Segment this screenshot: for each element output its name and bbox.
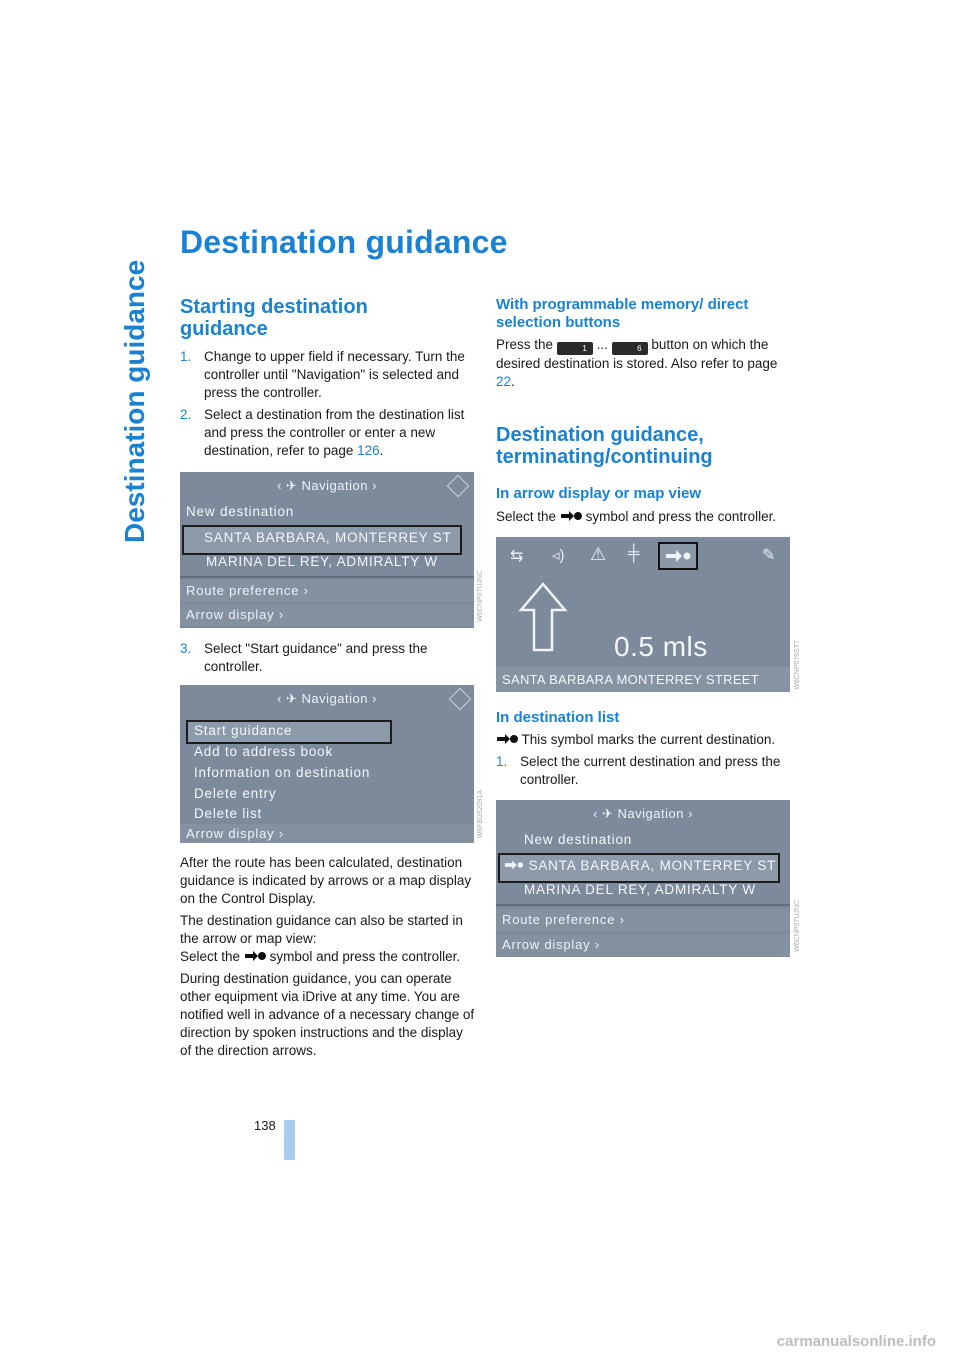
image-code: W6CNP076ST7 <box>794 640 801 690</box>
menu-row-label: SANTA BARBARA, MONTERREY ST <box>528 858 777 873</box>
menu-row[interactable]: MARINA DEL REY, ADMIRALTY W <box>524 882 756 897</box>
steps-list-right <box>496 753 792 789</box>
screenshot-arrow-display <box>496 537 790 692</box>
text-part: symbol and press the controller. <box>585 509 777 524</box>
memory-button-6-icon: 6 <box>612 342 648 355</box>
watermark: carmanualsonline.info <box>776 1333 936 1350</box>
menu-row[interactable]: MARINA DEL REY, ADMIRALTY W <box>206 554 438 569</box>
paragraph-text-symbol <box>180 948 476 966</box>
step-text: Select "Start guidance" and press the controller. <box>204 641 428 674</box>
step-number: 1. <box>180 349 192 364</box>
menu-header-label: Navigation <box>301 478 368 493</box>
menu-row[interactable]: Information on destination <box>194 765 371 780</box>
step-number: 2. <box>180 407 192 422</box>
text-part: ... <box>596 337 608 352</box>
speaker-icon[interactable]: ◃) <box>552 547 565 564</box>
paragraph-destination-list <box>496 731 792 749</box>
menu-row[interactable]: Add to address book <box>194 744 334 759</box>
menu-header-label: Navigation <box>617 806 684 821</box>
menu-bottom-route[interactable]: Route preference › <box>496 909 790 931</box>
image-code: W6FB0S2091A <box>477 790 484 839</box>
image-code: W6CNP07UJNC <box>477 570 484 622</box>
page-marker-bar <box>284 1120 295 1160</box>
screenshot-navigation-destinations <box>180 472 474 628</box>
step-text: Select the current destination and press the controller. <box>520 754 781 787</box>
screenshot-destination-list <box>496 800 790 957</box>
menu-header-label: Navigation <box>301 691 368 706</box>
step-3 <box>180 640 474 676</box>
paragraph-text: The destination guidance can also be started in the arrow or map view: <box>180 913 463 946</box>
step-text-part: Select a destination from the destination list and press the controller or enter a new destination, refer to page <box>204 407 465 458</box>
satellite-icon: ✈ <box>286 478 298 493</box>
current-destination-icon <box>504 859 524 871</box>
menu-row[interactable]: New destination <box>524 832 633 847</box>
subsection-title-arrow-display: In arrow display or map view <box>496 485 702 502</box>
page-number: 138 <box>254 1118 276 1133</box>
guidance-toggle-icon[interactable] <box>658 542 698 570</box>
menu-header: ‹ ✈ Navigation › <box>277 691 377 706</box>
subsection-title-destination-list: In destination list <box>496 709 620 726</box>
text-part: Select the <box>180 949 241 964</box>
screenshot-navigation-options <box>180 685 474 843</box>
text-part: Select the <box>496 509 557 524</box>
side-title <box>100 225 160 545</box>
satellite-icon: ✈ <box>602 806 614 821</box>
step-1 <box>180 348 474 402</box>
menu-bottom-route[interactable]: Route preference › <box>180 580 474 602</box>
route-preference-label: Route preference <box>502 912 616 927</box>
satellite-icon: ✈ <box>286 691 298 706</box>
menu-bottom-arrow[interactable]: Arrow display › <box>496 934 790 956</box>
arrow-display-label: Arrow display <box>186 607 275 622</box>
step-number: 3. <box>180 641 192 656</box>
steps-list-1 <box>180 348 474 460</box>
page-title: Destination guidance <box>180 224 508 260</box>
settings-icon[interactable]: ✎ <box>762 547 776 564</box>
arrow-display-label: Arrow display <box>186 826 275 841</box>
step-number: 1. <box>496 754 508 769</box>
step-1-right <box>496 753 792 789</box>
menu-row-selected[interactable]: SANTA BARBARA, MONTERREY ST <box>182 525 462 555</box>
step-2 <box>180 406 474 460</box>
page-link-22[interactable]: 22 <box>496 374 512 389</box>
direction-arrow-icon <box>518 582 568 652</box>
menu-row[interactable]: Delete list <box>194 806 263 821</box>
toolbar <box>496 537 790 575</box>
section-title-terminating: Destination guidance, terminating/continuing <box>496 424 713 468</box>
memory-button-1-icon: 1 <box>557 342 593 355</box>
traffic-icon[interactable]: ╪ <box>628 545 640 562</box>
divider <box>180 576 474 578</box>
side-title-text: Destination guidance <box>119 259 150 543</box>
subsection-title-memory-buttons: With programmable memory/ direct selection buttons <box>496 296 749 331</box>
menu-row[interactable]: New destination <box>186 504 295 519</box>
street-name: SANTA BARBARA MONTERREY STREET <box>496 667 790 692</box>
page-link-126[interactable]: 126 <box>357 443 380 458</box>
guidance-arrow-icon <box>560 510 582 522</box>
menu-header: ‹ ✈ Navigation › <box>277 478 377 493</box>
distance-readout: 0.5 mls <box>614 631 708 662</box>
guidance-arrow-icon <box>244 950 266 962</box>
guidance-arrow-icon <box>496 733 518 745</box>
paragraph-route-calculated: After the route has been calculated, destination guidance is indicated by arrows or a map display on the Control Display. <box>180 855 472 906</box>
paragraph-during-guidance: During destination guidance, you can operate other equipment via iDrive at any time. You are notified well in advance of a necessary change of direction by spoken instructions and the display of the direction arrows. <box>180 971 475 1058</box>
step-text-end: . <box>379 443 384 458</box>
text-end: . <box>511 374 515 389</box>
section-title-starting: Starting destination guidance <box>180 296 368 340</box>
arrow-display-label: Arrow display <box>502 937 591 952</box>
text-part: Press the <box>496 337 554 352</box>
menu-header: ‹ ✈ Navigation › <box>593 806 693 821</box>
menu-row-selected[interactable]: Start guidance <box>186 720 392 744</box>
divider <box>496 904 790 906</box>
paragraph-start-from-view <box>180 912 476 966</box>
menu-bottom-arrow[interactable]: Arrow display › <box>180 824 474 843</box>
text-part: symbol and press the controller. <box>269 949 461 964</box>
warning-icon[interactable]: ⚠ <box>590 544 607 564</box>
menu-bottom-arrow[interactable]: Arrow display › <box>180 604 474 626</box>
steps-list-3 <box>180 640 474 676</box>
menu-row[interactable]: Delete entry <box>194 786 277 801</box>
paragraph-memory-buttons <box>496 336 792 391</box>
text-part: This symbol marks the current destination. <box>521 732 776 747</box>
back-icon[interactable]: ⇆ <box>510 548 524 565</box>
menu-row-selected[interactable] <box>498 853 780 883</box>
paragraph-arrow-display <box>496 508 792 526</box>
step-text: Change to upper field if necessary. Turn the controller until "Navigation" is selected and press the controller. <box>204 349 465 400</box>
text-part: button on which the desired destination is stored. Also refer to page <box>496 337 778 371</box>
step-text <box>204 406 474 460</box>
route-preference-label: Route preference <box>186 583 300 598</box>
image-code: W6CNP07UJNC <box>794 900 801 952</box>
